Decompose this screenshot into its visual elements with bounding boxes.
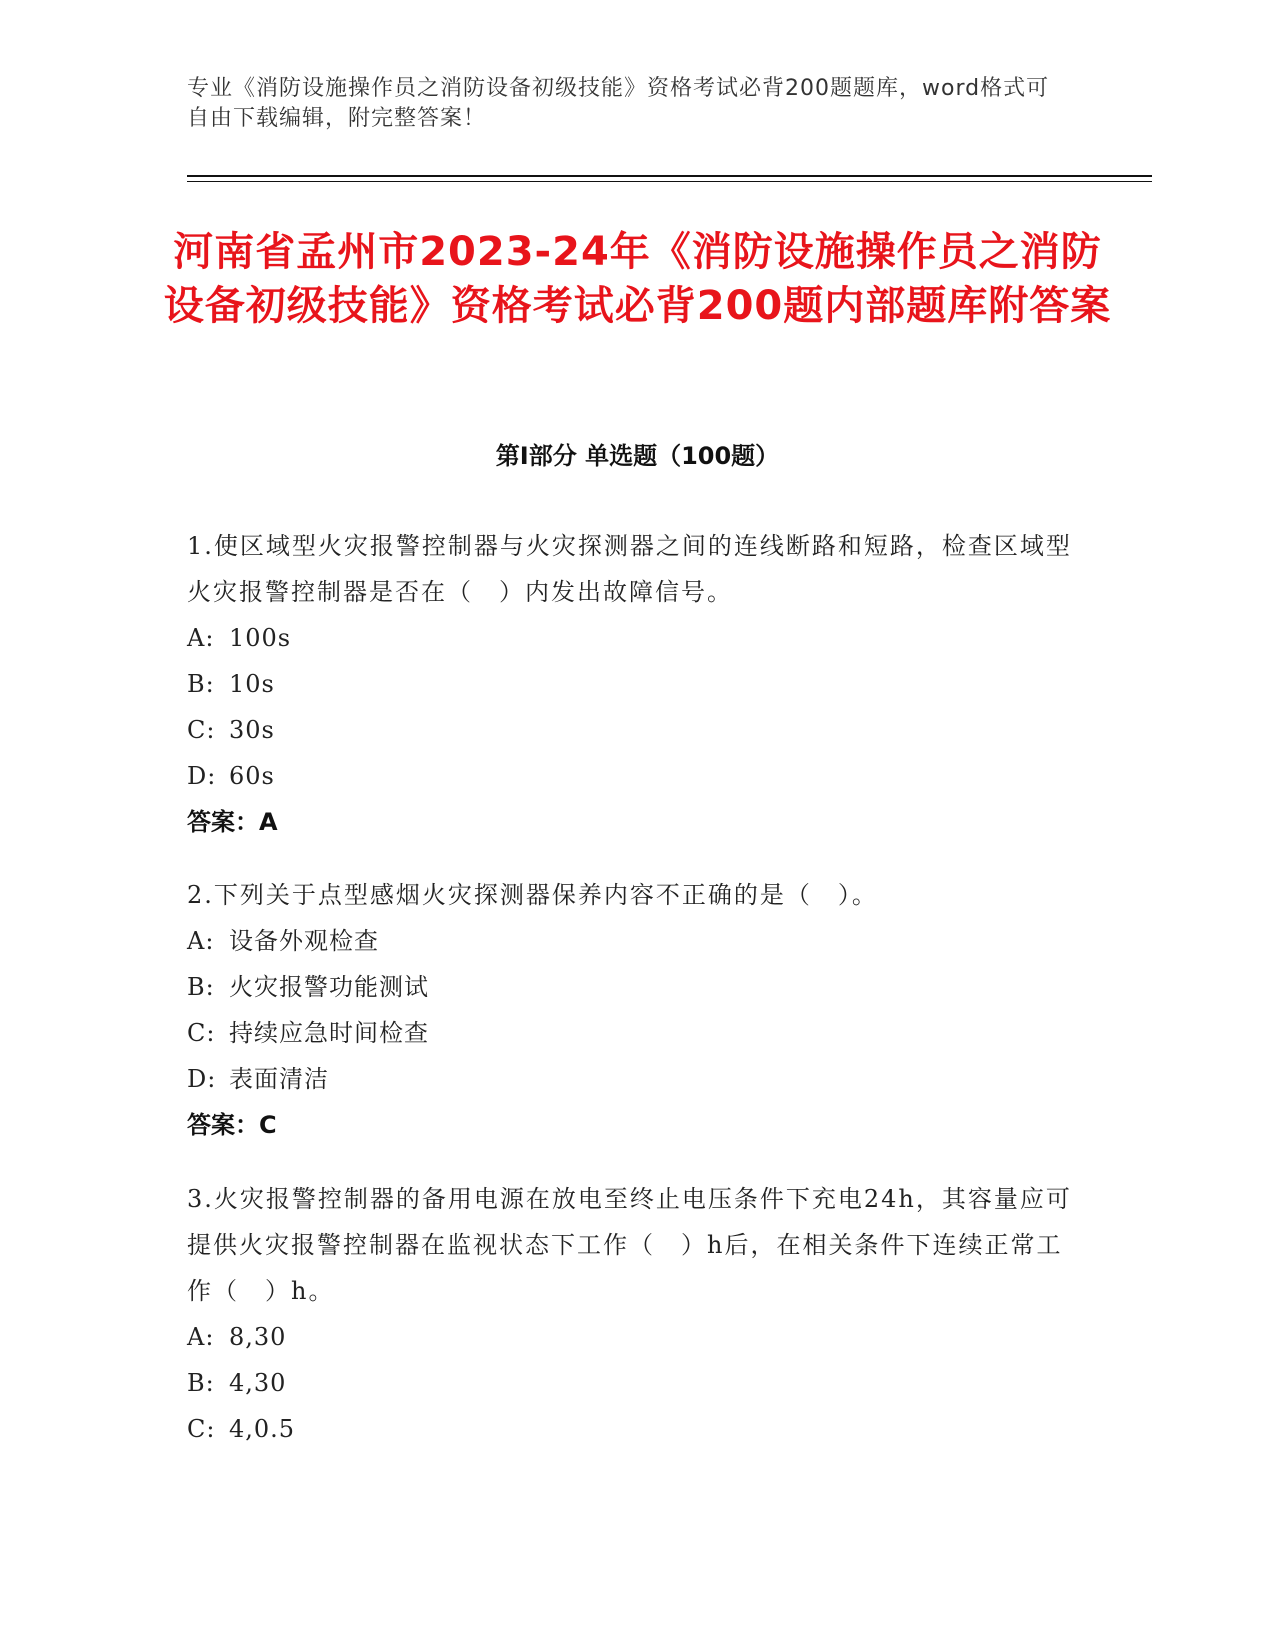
answer: 答案：C [187,1111,277,1139]
question-stem: 2.下列关于点型感烟火灾探测器保养内容不正确的是（ ）。 [187,881,878,909]
option-a [187,615,1087,661]
question-2 [187,872,1087,1148]
header-divider-thick [187,175,1152,177]
option-text: 60s [229,762,275,790]
option-d [187,1056,1087,1102]
option-text: 表面清洁 [229,1065,329,1093]
option-c [187,707,1087,753]
option-b [187,661,1087,707]
question-stem: 3.火灾报警控制器的备用电源在放电至终止电压条件下充电24h，其容量应可提供火灾报警控制器在监视状态下工作（ ）h后，在相关条件下连续正常工作（ ）h。 [187,1185,1072,1305]
option-label: B: [187,973,215,1001]
question-stem: 1.使区域型火灾报警控制器与火灾探测器之间的连线断路和短路，检查区域型火灾报警控制器是否在（ ）内发出故障信号。 [187,532,1072,606]
option-label: D: [187,1065,217,1093]
option-label: C: [187,1019,216,1047]
option-label: C: [187,716,216,744]
option-label: C: [187,1415,216,1443]
question-3 [187,1176,1087,1452]
option-a [187,1314,1087,1360]
header-note: 专业《消防设施操作员之消防设备初级技能》资格考试必背200题题库，word格式可自由下载编辑，附完整答案！ [187,76,1050,131]
option-c [187,1406,1087,1452]
option-label: A: [187,927,215,955]
option-text: 持续应急时间检查 [229,1019,429,1047]
option-d [187,753,1087,799]
option-text: 100s [229,624,292,652]
option-a [187,918,1087,964]
option-text: 4,0.5 [229,1415,296,1443]
option-label: A: [187,1323,215,1351]
option-b [187,1360,1087,1406]
option-label: A: [187,624,215,652]
option-label: B: [187,1369,215,1397]
option-label: B: [187,670,215,698]
answer: 答案：A [187,808,278,836]
document-title: 河南省孟州市2023-24年《消防设施操作员之消防设备初级技能》资格考试必背200题内部题库附答案 [163,229,1112,329]
option-text: 30s [229,716,275,744]
option-text: 火灾报警功能测试 [229,973,429,1001]
option-text: 4,30 [229,1369,287,1397]
section-heading: 第Ⅰ部分 单选题（100题） [495,442,780,470]
question-1 [187,523,1087,845]
option-text: 8,30 [229,1323,287,1351]
header-divider-thin [187,181,1152,182]
option-text: 设备外观检查 [229,927,379,955]
option-c [187,1010,1087,1056]
option-label: D: [187,762,217,790]
option-text: 10s [229,670,275,698]
option-b [187,964,1087,1010]
